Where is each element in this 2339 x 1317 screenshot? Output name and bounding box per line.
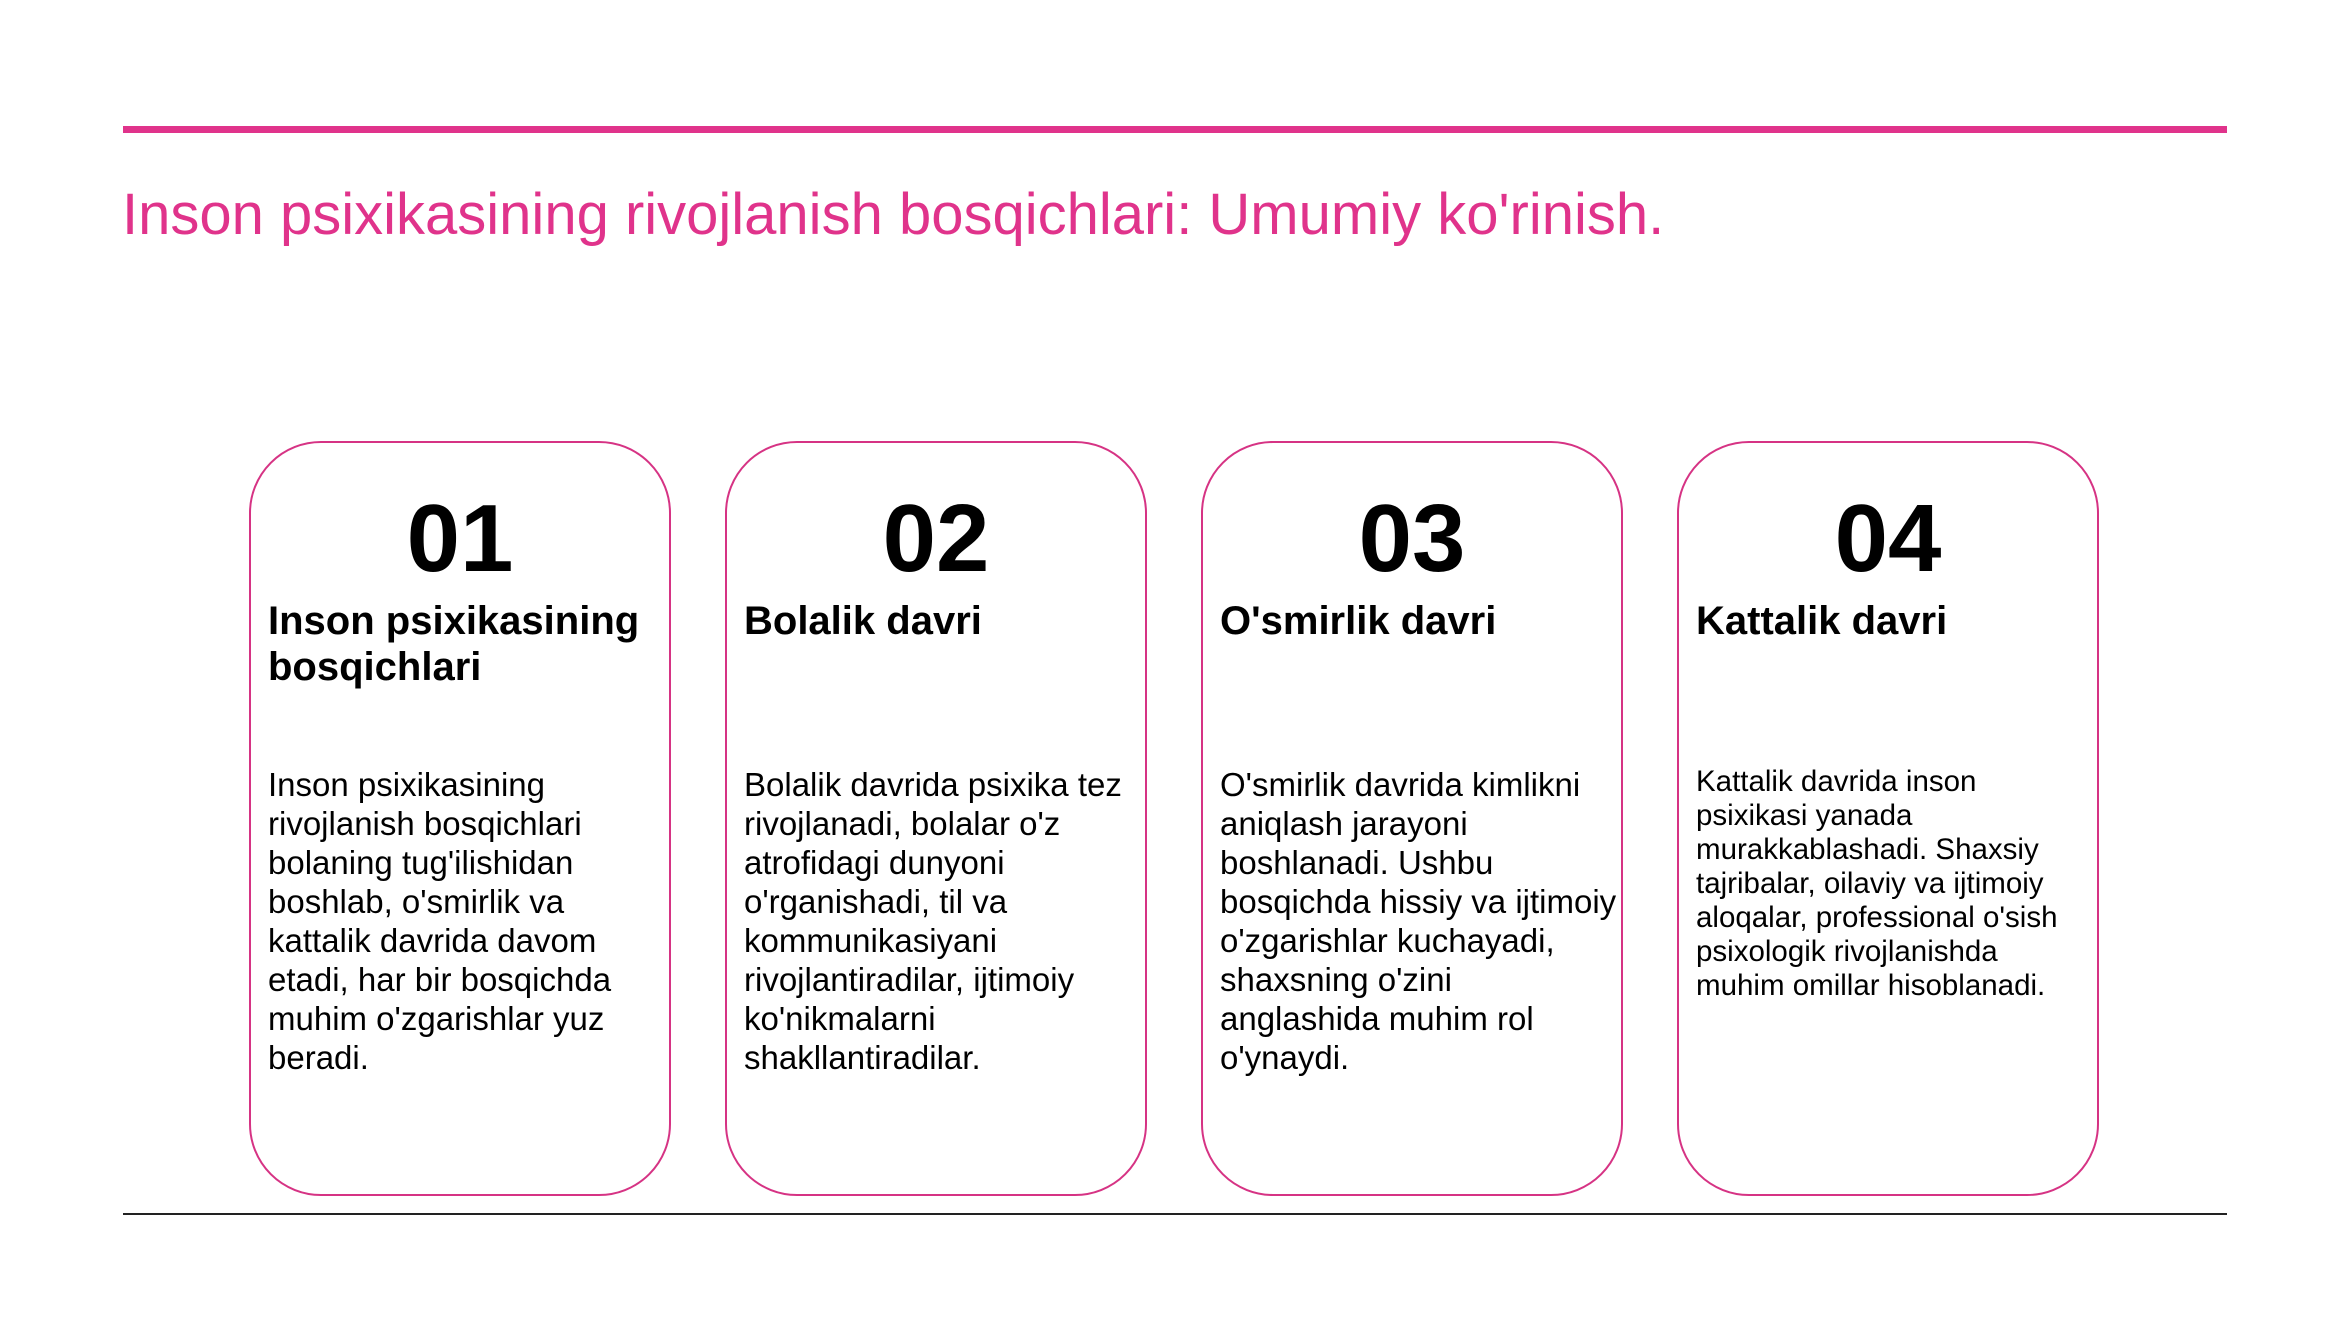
stage-card-02 bbox=[725, 441, 1147, 1196]
card-body: Inson psixikasining rivojlanish bosqichlari bolaning tug'ilishidan boshlab, o'smirlik va kattalik davrida davom etadi, har bir bosqichda muhim o'zgarishlar yuz beradi. bbox=[268, 766, 612, 1076]
card-body: O'smirlik davrida kimlikni aniqlash jarayoni boshlanadi. Ushbu bosqichda hissiy va ijtimoiy o'zgarishlar kuchayadi, shaxsning o'zini anglashida muhim rol o'ynaydi. bbox=[1220, 766, 1617, 1076]
stage-card-04 bbox=[1677, 441, 2099, 1196]
card-heading: Inson psixikasining bosqichlari bbox=[268, 599, 640, 689]
card-number: 02 bbox=[882, 485, 990, 592]
card-heading: Kattalik davri bbox=[1696, 599, 1948, 643]
card-body: Bolalik davrida psixika tez rivojlanadi, bolalar o'z atrofidagi dunyoni o'rganishadi, til va kommunikasiyani rivojlantiradilar, ijtimoiy ko'nikmalarni shakllantiradilar. bbox=[744, 766, 1122, 1076]
top-accent-rule bbox=[123, 126, 2227, 133]
card-heading: O'smirlik davri bbox=[1220, 599, 1497, 643]
card-number: 01 bbox=[406, 485, 514, 592]
stage-cards bbox=[249, 441, 2102, 1199]
bottom-rule bbox=[123, 1213, 2227, 1215]
card-heading: Bolalik davri bbox=[744, 599, 982, 643]
card-number: 03 bbox=[1358, 485, 1466, 592]
page-title: Inson psixikasining rivojlanish bosqichlari: Umumiy ko'rinish. bbox=[122, 182, 1665, 247]
stage-card-03 bbox=[1201, 441, 1623, 1196]
card-number: 04 bbox=[1834, 485, 1942, 592]
stage-card-01 bbox=[249, 441, 671, 1196]
card-body: Kattalik davrida inson psixikasi yanada murakkablashadi. Shaxsiy tajribalar, oilaviy va ijtimoiy aloqalar, professional o'sish psixologik rivojlanishda muhim omillar hisoblanadi. bbox=[1696, 765, 2058, 1002]
